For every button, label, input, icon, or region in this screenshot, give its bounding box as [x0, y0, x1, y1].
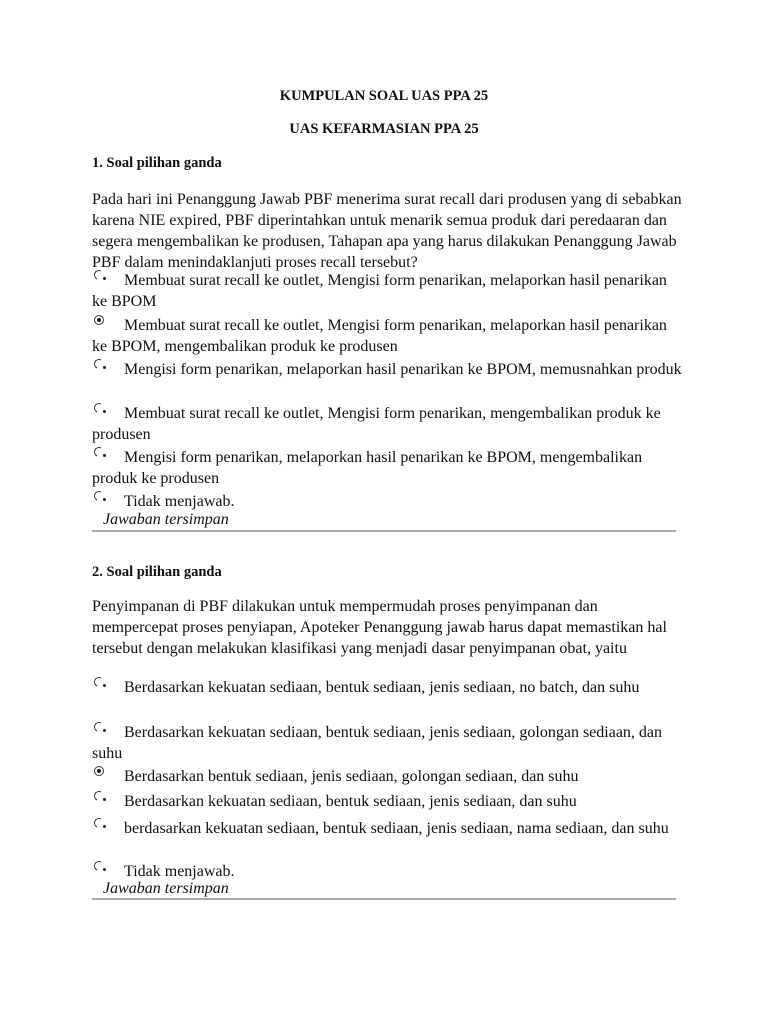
question-1-option-4[interactable]	[92, 403, 682, 445]
option-label: Membuat surat recall ke outlet, Mengisi form penarikan, mengembalikan produk ke produsen	[92, 405, 661, 443]
question-1-option-6[interactable]	[92, 491, 682, 512]
option-label: Membuat surat recall ke outlet, Mengisi form penarikan, melaporkan hasil penarikan ke BPOM, mengembalikan produk ke produsen	[92, 317, 667, 355]
option-label: berdasarkan kekuatan sediaan, bentuk sediaan, jenis sediaan, nama sediaan, dan suhu	[124, 820, 669, 837]
question-2-heading: 2. Soal pilihan ganda	[92, 564, 222, 580]
divider	[92, 898, 676, 900]
option-label: Berdasarkan kekuatan sediaan, bentuk sediaan, jenis sediaan, no batch, dan suhu	[124, 679, 640, 696]
question-1-heading: 1. Soal pilihan ganda	[92, 155, 222, 171]
radio-unselected-icon[interactable]	[94, 791, 116, 805]
document-title: KUMPULAN SOAL UAS PPA 25	[279, 88, 489, 104]
option-label: Berdasarkan kekuatan sediaan, bentuk sediaan, jenis sediaan, dan suhu	[124, 793, 577, 810]
option-label: Membuat surat recall ke outlet, Mengisi form penarikan, melaporkan hasil penarikan ke BPOM	[92, 272, 667, 310]
question-2-option-6[interactable]	[92, 861, 682, 882]
question-2-option-5[interactable]	[92, 818, 682, 839]
radio-unselected-icon[interactable]	[94, 861, 116, 875]
radio-unselected-icon[interactable]	[94, 677, 116, 691]
question-2-status: Jawaban tersimpan	[103, 880, 229, 897]
document-subtitle: UAS KEFARMASIAN PPA 25	[289, 121, 479, 137]
radio-selected-icon[interactable]	[94, 766, 116, 780]
radio-unselected-icon[interactable]	[94, 447, 116, 461]
radio-unselected-icon[interactable]	[94, 722, 116, 736]
question-1-text: Pada hari ini Penanggung Jawab PBF menerima surat recall dari produsen yang di sebabkan karena NIE expired, PBF diperintahkan untuk menarik semua produk dari peredaaran dan segera mengembalikan ke produsen, Tahapan apa yang harus dilakukan Penanggung Jawab PBF dalam menindaklanjuti proses recall tersebut?	[92, 191, 682, 271]
radio-unselected-icon[interactable]	[94, 359, 116, 373]
radio-unselected-icon[interactable]	[94, 403, 116, 417]
option-label: Tidak menjawab.	[124, 863, 235, 880]
radio-unselected-icon[interactable]	[94, 270, 116, 284]
question-2-option-2[interactable]	[92, 722, 682, 764]
question-2-option-1[interactable]	[92, 677, 682, 698]
radio-selected-icon[interactable]	[94, 315, 116, 329]
question-1-option-2[interactable]	[92, 315, 682, 357]
divider	[92, 530, 676, 532]
option-label: Tidak menjawab.	[124, 493, 235, 510]
question-1-option-5[interactable]	[92, 447, 682, 489]
option-label: Mengisi form penarikan, melaporkan hasil penarikan ke BPOM, memusnahkan produk	[124, 361, 682, 378]
radio-unselected-icon[interactable]	[94, 491, 116, 505]
question-2-option-4[interactable]	[92, 791, 682, 812]
question-1-option-1[interactable]	[92, 270, 682, 312]
option-label: Berdasarkan bentuk sediaan, jenis sediaan, golongan sediaan, dan suhu	[124, 768, 579, 785]
question-2-option-3[interactable]	[92, 766, 682, 787]
question-2-text: Penyimpanan di PBF dilakukan untuk mempermudah proses penyimpanan dan mempercepat proses penyiapan, Apoteker Penanggung jawab harus dapat memastikan hal tersebut dengan melakukan klasifikasi yang menjadi dasar penyimpanan obat, yaitu	[92, 598, 667, 657]
option-label: Berdasarkan kekuatan sediaan, bentuk sediaan, jenis sediaan, golongan sediaan, dan suhu	[92, 724, 663, 762]
question-1-status: Jawaban tersimpan	[103, 511, 229, 528]
question-1-option-3[interactable]	[92, 359, 682, 380]
radio-unselected-icon[interactable]	[94, 818, 116, 832]
option-label: Mengisi form penarikan, melaporkan hasil penarikan ke BPOM, mengembalikan produk ke produsen	[92, 449, 643, 487]
